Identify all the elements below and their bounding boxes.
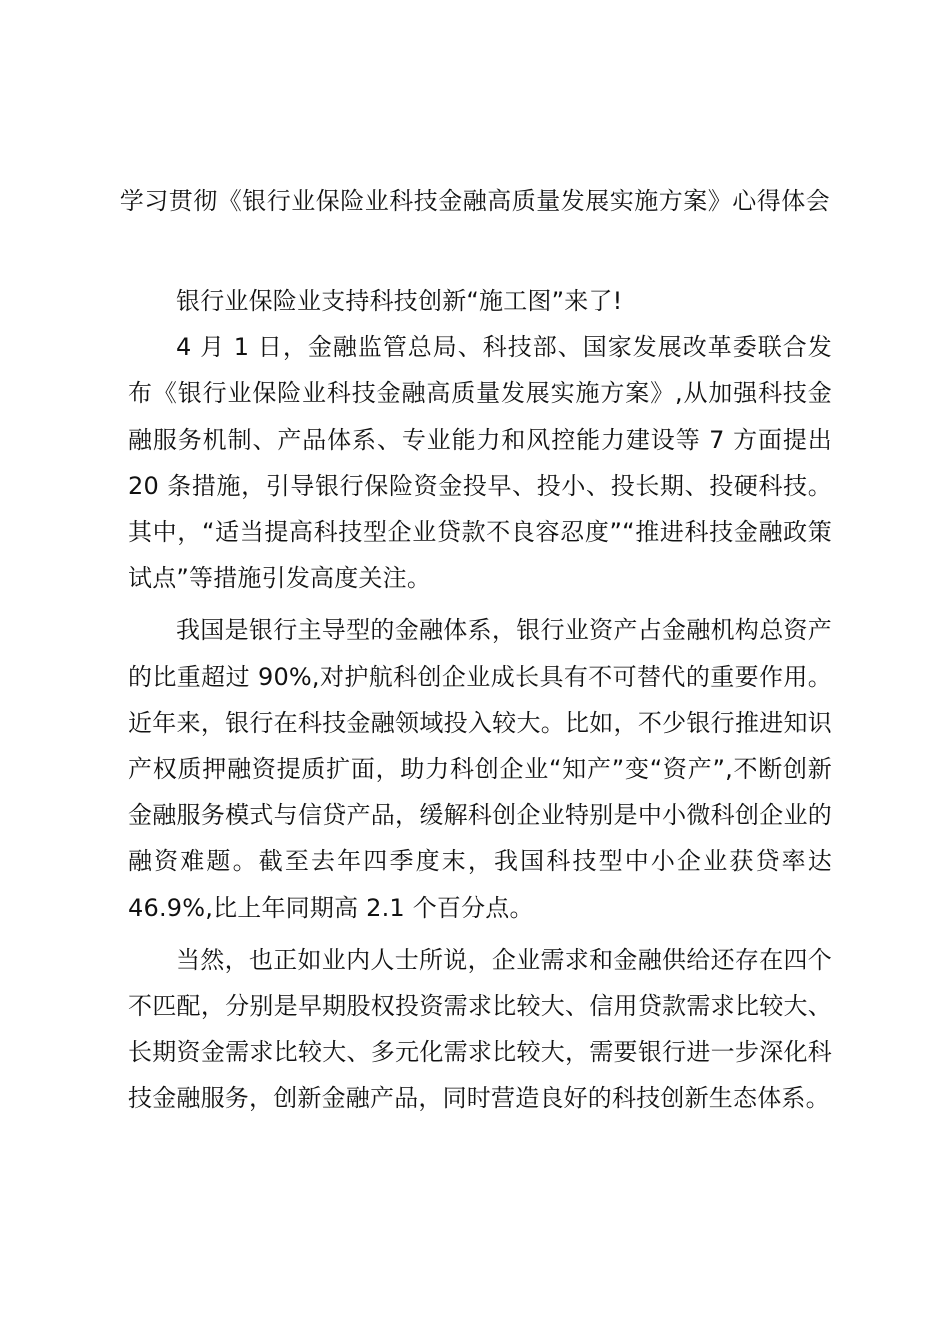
- paragraph-mismatch: 当然，也正如业内人士所说，企业需求和金融供给还存在四个不匹配，分别是早期股权投资需求比较大、信用贷款需求比较大、长期资金需求比较大、多元化需求比较大，需要银行进一步深化科技金融服务，创新金融产品，同时营造良好的科技创新生态体系。: [128, 945, 832, 1113]
- paragraph-announcement: 4 月 1 日，金融监管总局、科技部、国家发展改革委联合发布《银行业保险业科技金融高质量发展实施方案》,从加强科技金融服务机制、产品体系、专业能力和风控能力建设等 7 方面提出 20 条措施，引导银行保险资金投早、投小、投长期、投硬科技。其中，“适当提高科技型企业贷款不良容忍度”“推进科技金融政策试点”等措施引发高度关注。: [128, 333, 832, 593]
- paragraph-intro: 银行业保险业支持科技创新“施工图”来了!: [176, 287, 623, 315]
- paragraph-banking-system: 我国是银行主导型的金融体系，银行业资产占金融机构总资产的比重超过 90%,对护航科创企业成长具有不可替代的重要作用。近年来，银行在科技金融领域投入较大。比如，不少银行推进知识产权质押融资提质扩面，助力科创企业“知产”变“资产”,不断创新金融服务模式与信贷产品，缓解科创企业特别是中小微科创企业的融资难题。截至去年四季度末，我国科技型中小企业获贷率达 46.9%,比上年同期高 2.1 个百分点。: [128, 616, 832, 922]
- document-body: [128, 278, 832, 1122]
- document-title: 学习贯彻《银行业保险业科技金融高质量发展实施方案》心得体会: [119, 187, 831, 215]
